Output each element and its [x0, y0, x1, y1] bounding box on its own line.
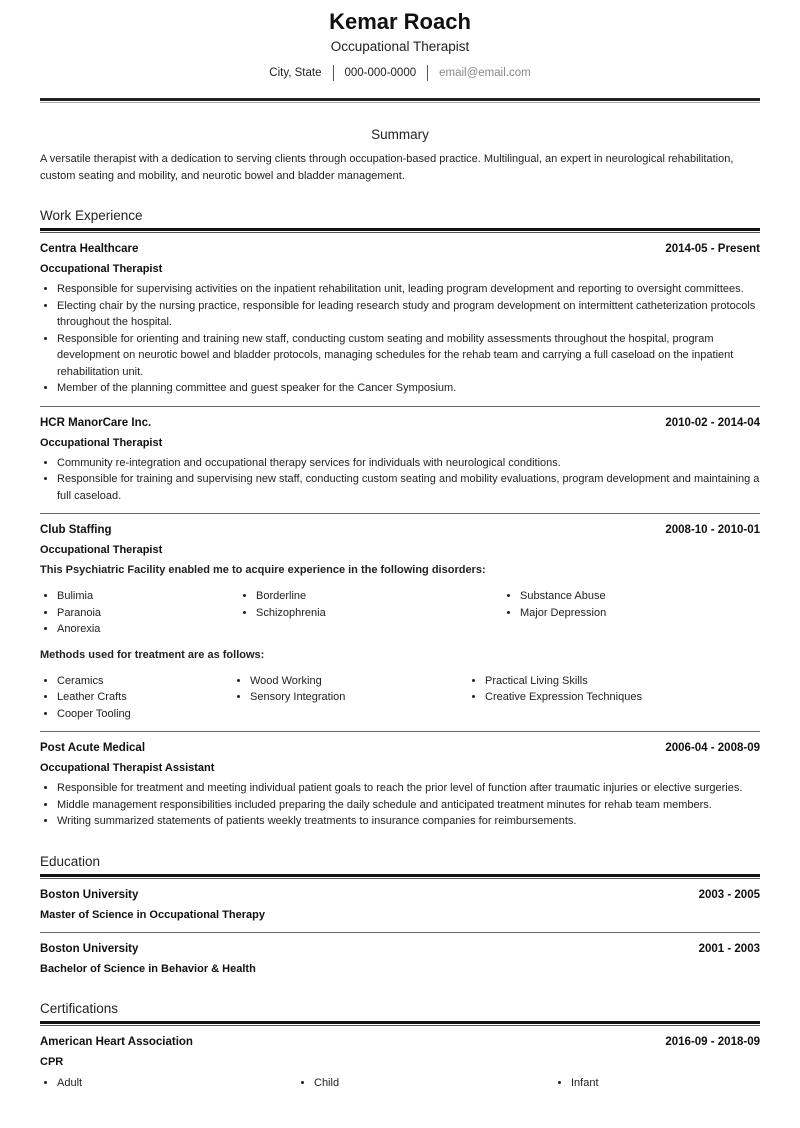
job-dates: 2006-04 - 2008-09: [665, 742, 760, 754]
job-dates: 2010-02 - 2014-04: [665, 416, 760, 429]
work-experience-heading: Work Experience: [40, 208, 143, 223]
disorders-list: [40, 588, 760, 638]
disorder-item: • Anorexia: [57, 621, 239, 638]
methods-list: [40, 673, 760, 723]
job-dates: 2008-10 - 2010-01: [665, 524, 760, 536]
method-item: • Sensory Integration: [250, 689, 468, 706]
method-item: • Ceramics: [57, 673, 233, 690]
contact-email[interactable]: email@email.com: [439, 67, 531, 79]
section-divider: [40, 1021, 760, 1024]
contact-line: [40, 65, 760, 81]
job-bullets: [40, 780, 760, 830]
education-school: Boston University: [40, 888, 139, 901]
certification-dates: 2016-09 - 2018-09: [665, 1035, 760, 1048]
disorder-item: • Schizophrenia: [256, 605, 503, 622]
certification-entry: [40, 1026, 760, 1092]
certifications-heading: Certifications: [40, 1000, 119, 1016]
job-bullet: • Writing summarized statements of patients weekly treatments to insurance companies for reimbursements.: [57, 813, 760, 830]
disorder-item: • Major Depression: [520, 605, 606, 622]
job-entry: [40, 406, 760, 505]
education-dates: 2003 - 2005: [698, 888, 760, 901]
job-role: Occupational Therapist Assistant: [40, 762, 215, 774]
candidate-name: Kemar Roach: [329, 9, 471, 34]
education-degree: Master of Science in Occupational Therapy: [40, 908, 265, 921]
job-bullet: • Responsible for supervising activities on the inpatient rehabilitation unit, leading program development and reporting to oversight committees.: [57, 281, 760, 298]
job-bullet: • Middle management responsibilities included preparing the daily schedule and anticipated treatment minutes for rehab team members.: [57, 797, 760, 814]
job-bullet: • Member of the planning committee and guest speaker for the Cancer Symposium.: [57, 380, 760, 397]
education-school: Boston University: [40, 942, 139, 955]
disorder-item: • Borderline: [256, 588, 503, 605]
job-bullets: [40, 281, 760, 397]
section-divider: [40, 228, 760, 231]
summary-text: A versatile therapist with a dedication to serving clients through occupation-based practice. Multilingual, an expert in neurological rehabilitation, custom seating and mobility, and neurotic bowel and bladder management.: [40, 153, 734, 182]
job-bullet: • Electing chair by the nursing practice, responsible for leading research study and program development on intermittent catheterization protocols throughout the hospital.: [57, 298, 760, 331]
job-bullet: • Responsible for orienting and training new staff, conducting custom seating and mobility assessments throughout the hospital, program development on neurotic bowel and bladder protocols, managing schedules for the rehab team and carrying a full caseload on the inpatient rehabilitation unit.: [57, 331, 760, 381]
job-company: Centra Healthcare: [40, 243, 139, 255]
contact-phone: 000-000-0000: [344, 67, 417, 79]
disorders-intro: This Psychiatric Facility enabled me to acquire experience in the following disorders:: [40, 564, 486, 576]
job-entry: [40, 731, 760, 830]
job-bullets: [40, 455, 760, 505]
method-item: • Wood Working: [250, 673, 468, 690]
job-role: Occupational Therapist: [40, 436, 163, 449]
certification-level: • Adult: [57, 1075, 297, 1092]
education-dates: 2001 - 2003: [698, 942, 760, 955]
section-divider: [40, 874, 760, 877]
contact-location: City, State: [269, 67, 322, 79]
job-entry: [40, 233, 760, 397]
certification-levels: [40, 1075, 760, 1092]
certification-level: • Child: [314, 1075, 554, 1092]
job-company: Post Acute Medical: [40, 742, 146, 754]
summary-heading: Summary: [371, 127, 429, 142]
job-entry: [40, 513, 760, 722]
candidate-title: Occupational Therapist: [330, 39, 470, 54]
method-item: • Practical Living Skills: [485, 673, 642, 690]
job-company: HCR ManorCare Inc.: [40, 416, 152, 429]
job-dates: 2014-05 - Present: [665, 243, 760, 255]
education-entry: [40, 932, 760, 977]
education-heading: Education: [40, 853, 101, 869]
job-bullet: • Responsible for treatment and meeting individual patient goals to reach the prior level of function after traumatic injuries or elective surgeries.: [57, 780, 760, 797]
disorder-item: • Bulimia: [57, 588, 239, 605]
header-divider-thin: [40, 102, 760, 103]
certification-level: • Infant: [571, 1075, 599, 1092]
job-bullet: • Community re-integration and occupational therapy services for individuals with neurological conditions.: [57, 455, 760, 472]
resume-page: [40, 0, 760, 1091]
education-degree: Bachelor of Science in Behavior & Health: [40, 962, 256, 975]
method-item: • Cooper Tooling: [57, 706, 233, 723]
certification-name: CPR: [40, 1055, 64, 1068]
job-role: Occupational Therapist: [40, 544, 163, 556]
header-divider: [40, 98, 760, 101]
disorder-item: • Paranoia: [57, 605, 239, 622]
methods-intro: Methods used for treatment are as follows:: [40, 648, 265, 661]
job-bullet: • Responsible for training and supervising new staff, conducting custom seating and mobility evaluations, program development and maintaining a full caseload.: [57, 471, 760, 504]
job-role: Occupational Therapist: [40, 263, 163, 275]
method-item: • Leather Crafts: [57, 689, 233, 706]
certification-org: American Heart Association: [40, 1035, 193, 1048]
disorder-item: • Substance Abuse: [520, 588, 606, 605]
job-company: Club Staffing: [40, 524, 112, 536]
method-item: • Creative Expression Techniques: [485, 689, 642, 706]
education-entry: [40, 879, 760, 923]
